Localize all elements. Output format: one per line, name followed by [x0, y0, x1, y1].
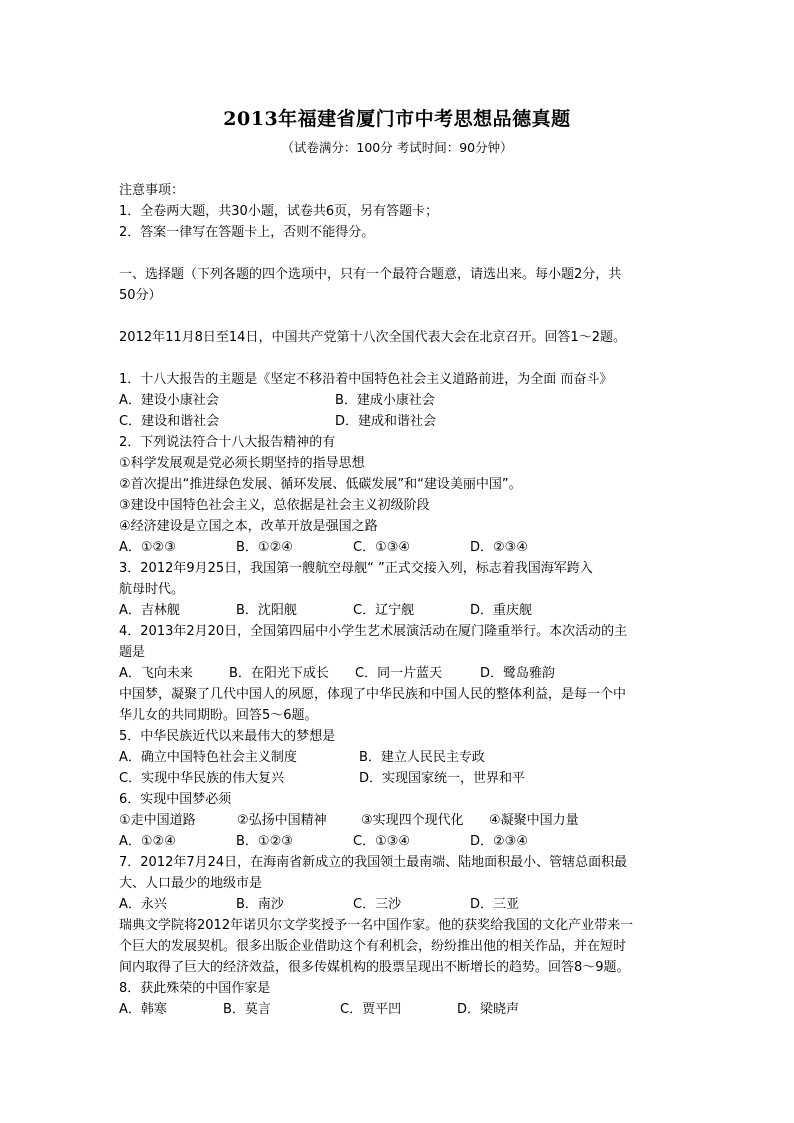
- material-3: 瑞典文学院将2012年诺贝尔文学奖授予一名中国作家。他的获奖给我国的文化产业带来一: [119, 918, 634, 933]
- q7-option-a: A．永兴: [119, 897, 167, 912]
- q6-statements: [119, 810, 679, 831]
- exam-title: 2013年福建省厦门市中考思想品德真题: [223, 108, 571, 130]
- q3-option-b: B．沈阳舰: [236, 603, 297, 618]
- q8-options: [119, 999, 679, 1020]
- q4-option-b: B．在阳光下成长: [229, 666, 329, 681]
- q2-statement-3: ③建设中国特色社会主义，总依据是社会主义初级阶段: [119, 498, 430, 513]
- q6-option-d: D．②③④: [470, 834, 528, 849]
- q2-statement-2: ②首次提出“推进绿色发展、循环发展、低碳发展”和“建设美丽中国”。: [119, 477, 522, 492]
- q8-option-c: C．贾平凹: [340, 1002, 402, 1017]
- q3-option-a: A．吉林舰: [119, 603, 180, 618]
- q5-stem: 5．中华民族近代以来最伟大的梦想是: [119, 729, 336, 744]
- q5-option-c: C．实现中华民族的伟大复兴: [119, 771, 285, 786]
- notice-heading: 注意事项：: [119, 183, 185, 198]
- section1-heading-cont: 50分）: [119, 288, 162, 303]
- q1-option-c: C．建设和谐社会: [119, 414, 220, 429]
- q7-stem: 7．2012年7月24日，在海南省新成立的我国领土最南端、陆地面积最小、管辖总面积最: [119, 855, 628, 870]
- q4-option-a: A．飞向未来: [119, 666, 193, 681]
- q3-options: [119, 600, 679, 621]
- q2-option-b: B．①②④: [236, 540, 293, 555]
- material-3-cont-1: 个巨大的发展契机。很多出版企业借助这个有利机会，纷纷推出他的相关作品，并在短时: [119, 939, 627, 954]
- notice-item-1: 1．全卷两大题，共30小题，试卷共6页，另有答题卡；: [119, 204, 439, 219]
- q5-options-row1: [119, 747, 679, 768]
- q1-options-row1: [119, 390, 679, 411]
- q1-option-d: D．建成和谐社会: [335, 414, 437, 429]
- q8-option-a: A．韩寒: [119, 1002, 167, 1017]
- q2-option-d: D．②③④: [470, 540, 528, 555]
- q4-stem: 4．2013年2月20日，全国第四届中小学生艺术展演活动在厦门隆重举行。本次活动的主: [119, 624, 628, 639]
- q6-stem: 6．实现中国梦必须: [119, 792, 232, 807]
- exam-body: [119, 180, 679, 1020]
- q6-statement-1: ①走中国道路: [119, 813, 196, 828]
- q1-option-a: A．建设小康社会: [119, 393, 219, 408]
- q8-option-d: D．梁晓声: [457, 1002, 520, 1017]
- q6-option-b: B．①②③: [236, 834, 293, 849]
- q2-option-a: A．①②③: [119, 540, 176, 555]
- q6-options: [119, 831, 679, 852]
- q6-option-a: A．①②④: [119, 834, 176, 849]
- q4-options: [119, 663, 679, 684]
- section1-heading: 一、选择题（下列各题的四个选项中，只有一个最符合题意，请选出来。每小题2分，共: [119, 267, 622, 282]
- q5-option-a: A．确立中国特色社会主义制度: [119, 750, 297, 765]
- q1-options-row2: [119, 411, 679, 432]
- q7-option-d: D．三亚: [470, 897, 520, 912]
- q3-option-c: C．辽宁舰: [353, 603, 415, 618]
- q3-stem: 3．2012年9月25日，我国第一艘航空母舰“ ”正式交接入列，标志着我国海军跨入: [119, 561, 593, 576]
- material-1: 2012年11月8日至14日，中国共产党第十八次全国代表大会在北京召开。回答1～2题。: [119, 330, 626, 345]
- material-3-cont-2: 间内取得了巨大的经济效益，很多传媒机构的股票呈现出不断增长的趋势。回答8～9题。: [119, 960, 630, 975]
- q2-stem: 2．下列说法符合十八大报告精神的有: [119, 435, 336, 450]
- q4-option-d: D．鹭岛雅韵: [480, 666, 556, 681]
- q8-option-b: B．莫言: [223, 1002, 271, 1017]
- q4-stem-cont: 题是: [119, 645, 146, 660]
- q6-statement-3: ③实现四个现代化: [361, 813, 464, 828]
- q7-option-c: C．三沙: [353, 897, 402, 912]
- q2-option-c: C．①③④: [353, 540, 411, 555]
- q7-stem-cont: 大、人口最少的地级市是: [119, 876, 263, 891]
- notice-item-2: 2．答案一律写在答题卡上，否则不能得分。: [119, 225, 375, 240]
- exam-subtitle: （试卷满分：100分 考试时间：90分钟）: [281, 140, 513, 155]
- q3-option-d: D．重庆舰: [470, 603, 533, 618]
- q8-stem: 8．获此殊荣的中国作家是: [119, 981, 271, 996]
- q4-option-c: C．同一片蓝天: [355, 666, 443, 681]
- q6-statement-2: ②弘扬中国精神: [237, 813, 327, 828]
- q7-options: [119, 894, 679, 915]
- q1-stem: 1．十八大报告的主题是《坚定不移沿着中国特色社会主义道路前进，为全面 而奋斗》: [119, 372, 613, 387]
- q5-option-d: D．实现国家统一，世界和平: [359, 771, 526, 786]
- q7-option-b: B．南沙: [236, 897, 284, 912]
- q2-statement-1: ①科学发展观是党必须长期坚持的指导思想: [119, 456, 365, 471]
- q6-statement-4: ④凝聚中国力量: [489, 813, 579, 828]
- q2-options: [119, 537, 679, 558]
- q6-option-c: C．①③④: [353, 834, 411, 849]
- material-2-cont: 华儿女的共同期盼。回答5～6题。: [119, 708, 318, 723]
- q5-options-row2: [119, 768, 679, 789]
- q5-option-b: B．建立人民民主专政: [359, 750, 485, 765]
- q3-stem-cont: 航母时代。: [119, 582, 185, 597]
- q1-option-b: B．建成小康社会: [335, 393, 435, 408]
- material-2: 中国梦，凝聚了几代中国人的夙愿，体现了中华民族和中国人民的整体利益，是每一个中: [119, 687, 627, 702]
- q2-statement-4: ④经济建设是立国之本，改革开放是强国之路: [119, 519, 378, 534]
